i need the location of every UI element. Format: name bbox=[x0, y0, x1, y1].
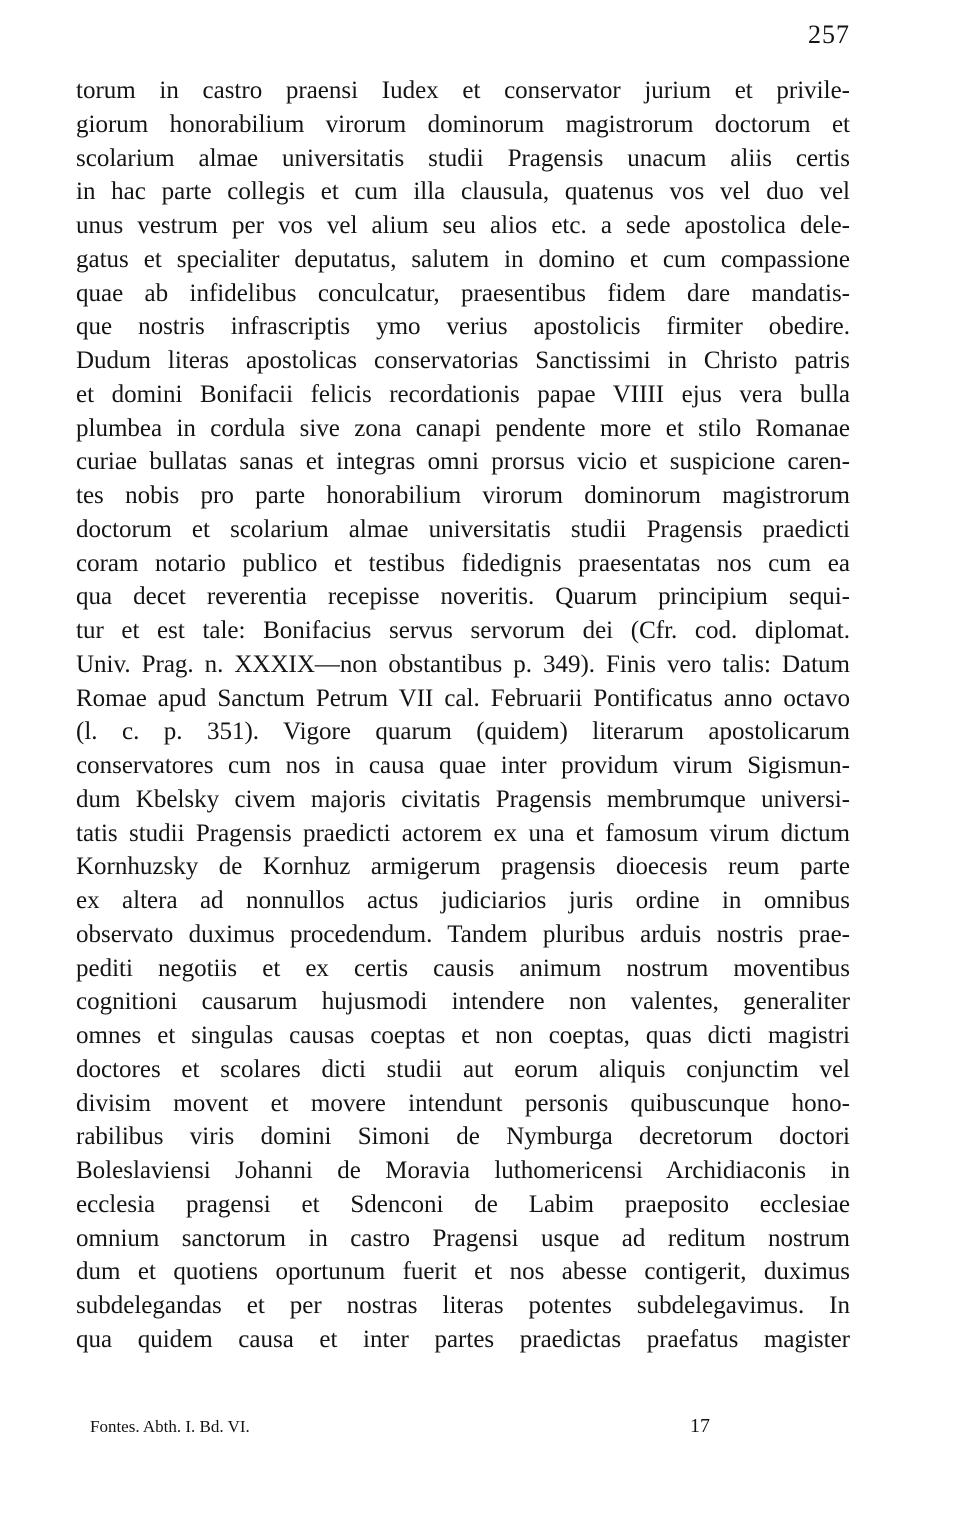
text-line: observato duximus procedendum. Tandem pluribus arduis nostris prae- bbox=[76, 920, 850, 948]
text-line: qua quidem causa et inter partes praedictas praefatus magister bbox=[76, 1325, 850, 1353]
text-line: pediti negotiis et ex certis causis animum nostrum moventibus bbox=[76, 954, 850, 982]
text-line: qua decet reverentia recepisse noveritis. Quarum principium sequi- bbox=[76, 583, 850, 611]
text-line: tes nobis pro parte honorabilium virorum dominorum magistrorum bbox=[76, 482, 850, 509]
text-line: omnes et singulas causas coeptas et non coeptas, quas dicti magistri bbox=[76, 1022, 850, 1049]
text-line: unus vestrum per vos vel alium seu alios etc. a sede apostolica dele- bbox=[76, 212, 850, 239]
text-line: tatis studii Pragensis praedicti actorem ex una et famosum virum dictum bbox=[76, 819, 850, 847]
text-line: doctorum et scolarium almae universitatis studii Pragensis praedicti bbox=[76, 515, 850, 543]
text-line: Univ. Prag. n. XXXIX—non obstantibus p. 349). Finis vero talis: Datum bbox=[76, 650, 850, 678]
text-line: torum in castro praensi Iudex et conservator jurium et privile- bbox=[76, 77, 850, 104]
text-line: ecclesia pragensi et Sdenconi de Labim praeposito ecclesiae bbox=[76, 1190, 850, 1218]
text-line: doctores et scolares dicti studii aut eorum aliquis conjunctim vel bbox=[76, 1055, 850, 1083]
text-line: conservatores cum nos in causa quae inter providum virum Sigismun- bbox=[76, 752, 850, 779]
text-line: rabilibus viris domini Simoni de Nymburga decretorum doctori bbox=[76, 1123, 850, 1151]
body-text bbox=[76, 74, 850, 1357]
text-line: Romae apud Sanctum Petrum VII cal. Februarii Pontificatus anno octavo bbox=[76, 684, 850, 712]
text-line: giorum honorabilium virorum dominorum magistrorum doctorum et bbox=[76, 110, 850, 138]
source-citation: Fontes. Abth. I. Bd. VI. bbox=[90, 1417, 250, 1436]
text-line: divisim movent et movere intendunt personis quibuscunque hono- bbox=[76, 1089, 850, 1117]
text-line: plumbea in cordula sive zona canapi pendente more et stilo Romanae bbox=[76, 414, 850, 442]
text-line: ex altera ad nonnullos actus judiciarios juris ordine in omnibus bbox=[76, 887, 850, 914]
text-line: et domini Bonifacii felicis recordationis papae VIIII ejus vera bulla bbox=[76, 380, 850, 408]
text-line: que nostris infrascriptis ymo verius apostolicis firmiter obedire. bbox=[76, 313, 850, 341]
text-line: quae ab infidelibus conculcatur, praesentibus fidem dare mandatis- bbox=[76, 279, 850, 307]
text-line: scolarium almae universitatis studii Pragensis unacum aliis certis bbox=[76, 144, 850, 172]
page-footer bbox=[90, 1415, 710, 1438]
text-line: curiae bullatas sanas et integras omni prorsus vicio et suspicione caren- bbox=[76, 448, 850, 476]
text-line: cognitioni causarum hujusmodi intendere non valentes, generaliter bbox=[76, 988, 850, 1016]
text-line: coram notario publico et testibus fidedignis praesentatas nos cum ea bbox=[76, 549, 850, 577]
text-line: Dudum literas apostolicas conservatorias Sanctissimi in Christo patris bbox=[76, 347, 850, 374]
page-number: 257 bbox=[808, 20, 850, 49]
signature-mark: 17 bbox=[690, 1415, 710, 1437]
text-line: Boleslaviensi Johanni de Moravia luthomericensi Archidiaconis in bbox=[76, 1157, 850, 1184]
text-line: dum et quotiens oportunum fuerit et nos abesse contigerit, duximus bbox=[76, 1258, 850, 1286]
text-line: (l. c. p. 351). Vigore quarum (quidem) literarum apostolicarum bbox=[76, 718, 850, 746]
text-line: in hac parte collegis et cum illa clausula, quatenus vos vel duo vel bbox=[76, 178, 850, 206]
text-line: subdelegandas et per nostras literas potentes subdelegavimus. In bbox=[76, 1292, 850, 1319]
text-line: gatus et specialiter deputatus, salutem in domino et cum compassione bbox=[76, 245, 850, 273]
text-line: omnium sanctorum in castro Pragensi usque ad reditum nostrum bbox=[76, 1224, 850, 1252]
text-line: Kornhuzsky de Kornhuz armigerum pragensis dioecesis reum parte bbox=[76, 853, 850, 881]
text-line: tur et est tale: Bonifacius servus servorum dei (Cfr. cod. diplomat. bbox=[76, 617, 850, 644]
text-line: dum Kbelsky civem majoris civitatis Pragensis membrumque universi- bbox=[76, 785, 850, 813]
